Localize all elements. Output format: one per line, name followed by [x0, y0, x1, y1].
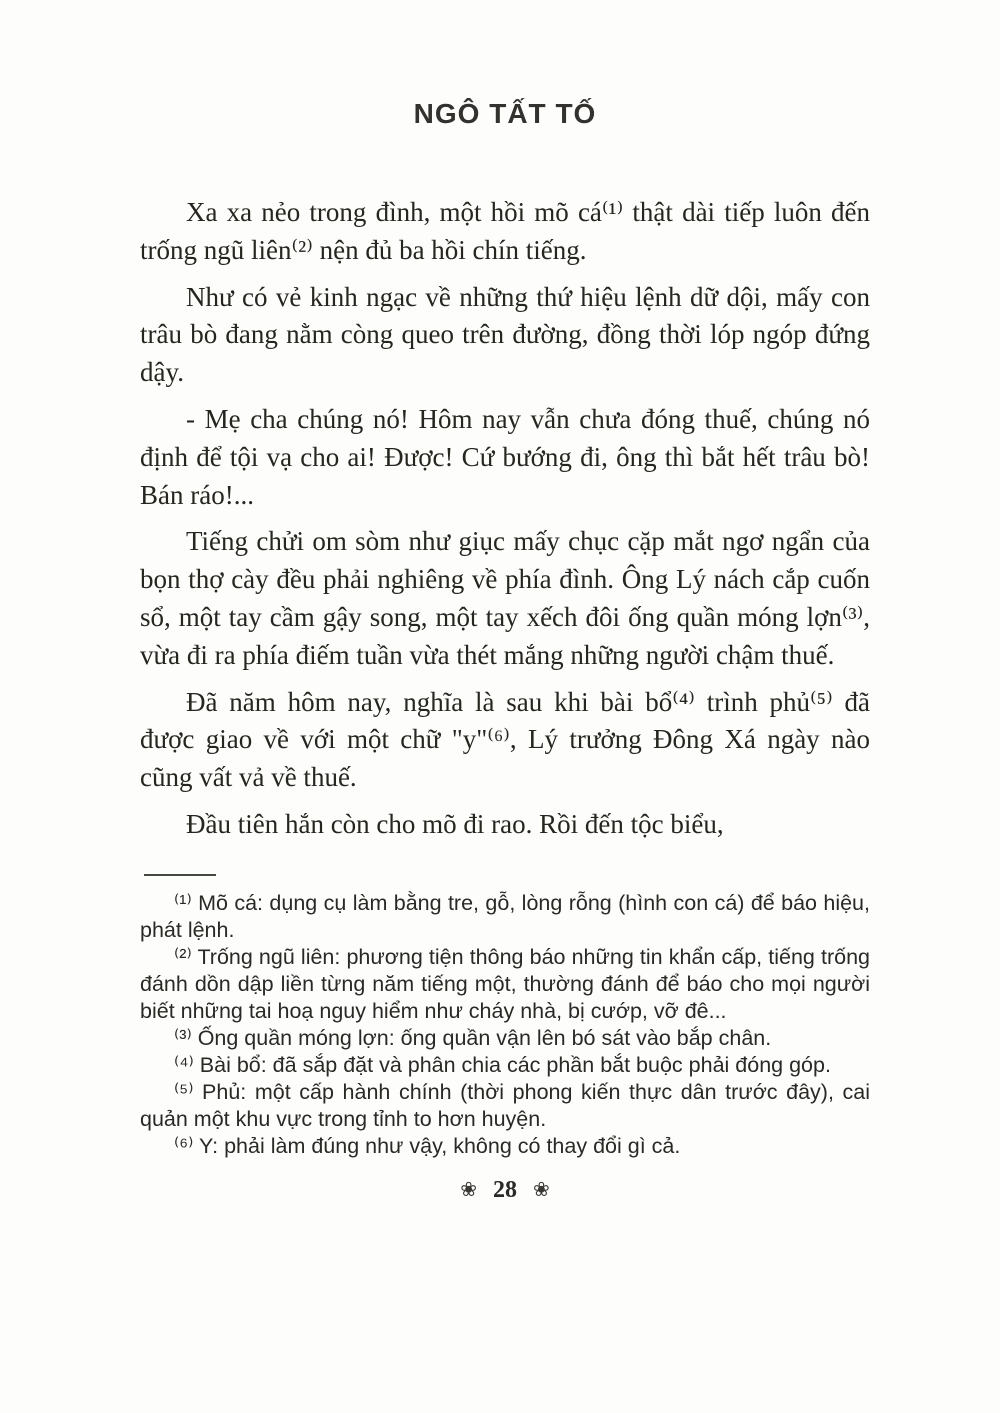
flower-ornament-left-icon: ❀	[460, 1178, 477, 1201]
footnote: ⁽⁶⁾ Y: phải làm đúng như vậy, không có thay đổi gì cả.	[174, 1134, 681, 1159]
footnote: ⁽²⁾ Trống ngũ liên: phương tiện thông báo những tin khẩn cấp, tiếng trống đánh dồn dập liền từng năm tiếng một, thường đánh để báo cho mọi người biết những tai hoạ nguy hiểm như cháy nhà, bị cướp, vỡ đê...	[140, 944, 870, 1024]
footnote: ⁽³⁾ Ống quần móng lợn: ống quần vận lên bó sát vào bắp chân.	[174, 1026, 772, 1051]
page-body	[140, 194, 870, 844]
flower-ornament-right-icon: ❀	[533, 1178, 550, 1201]
body-paragraph: Như có vẻ kinh ngạc về những thứ hiệu lệnh dữ dội, mấy con trâu bò đang nằm còng queo trên đường, đồng thời lóp ngóp đứng dậy.	[140, 281, 870, 388]
body-paragraph: - Mẹ cha chúng nó! Hôm nay vẫn chưa đóng thuế, chúng nó định để tội vạ cho ai! Được! Cứ bướng đi, ông thì bắt hết trâu bò! Bán ráo!...	[140, 403, 870, 510]
body-paragraph: Đã năm hôm nay, nghĩa là sau khi bài bổ⁽⁴⁾ trình phủ⁽⁵⁾ đã được giao về với một chữ "y"⁽⁶⁾, Lý trưởng Đông Xá ngày nào cũng vất vả về thuế.	[140, 686, 870, 793]
author-header: NGÔ TẤT TỐ	[413, 98, 597, 129]
body-paragraph: Tiếng chửi om sòm như giục mấy chục cặp mắt ngơ ngẩn của bọn thợ cày đều phải nghiêng về phía đình. Ông Lý nách cắp cuốn sổ, một tay cầm gậy song, một tay xếch đôi ống quần móng lợn⁽³⁾, vừa đi ra phía điếm tuần vừa thét mắng những người chậm thuế.	[140, 526, 870, 670]
footnote: ⁽⁵⁾ Phủ: một cấp hành chính (thời phong kiến thực dân trước đây), cai quản một khu vực trong tỉnh to hơn huyện.	[140, 1080, 870, 1132]
footnote: ⁽¹⁾ Mõ cá: dụng cụ làm bằng tre, gỗ, lòng rỗng (hình con cá) để báo hiệu, phát lệnh.	[140, 890, 870, 942]
page-number: 28	[493, 1176, 517, 1203]
page-footer	[140, 1177, 870, 1204]
body-paragraph: Xa xa nẻo trong đình, một hồi mõ cá⁽¹⁾ thật dài tiếp luôn đến trống ngũ liên⁽²⁾ nện đủ ba hồi chín tiếng.	[140, 197, 870, 265]
footnotes-section	[140, 890, 870, 1161]
footnote: ⁽⁴⁾ Bài bổ: đã sắp đặt và phân chia các phần bắt buộc phải đóng góp.	[174, 1053, 831, 1078]
footnote-separator	[144, 874, 216, 876]
body-paragraph: Đầu tiên hắn còn cho mõ đi rao. Rồi đến tộc biểu,	[186, 808, 724, 839]
